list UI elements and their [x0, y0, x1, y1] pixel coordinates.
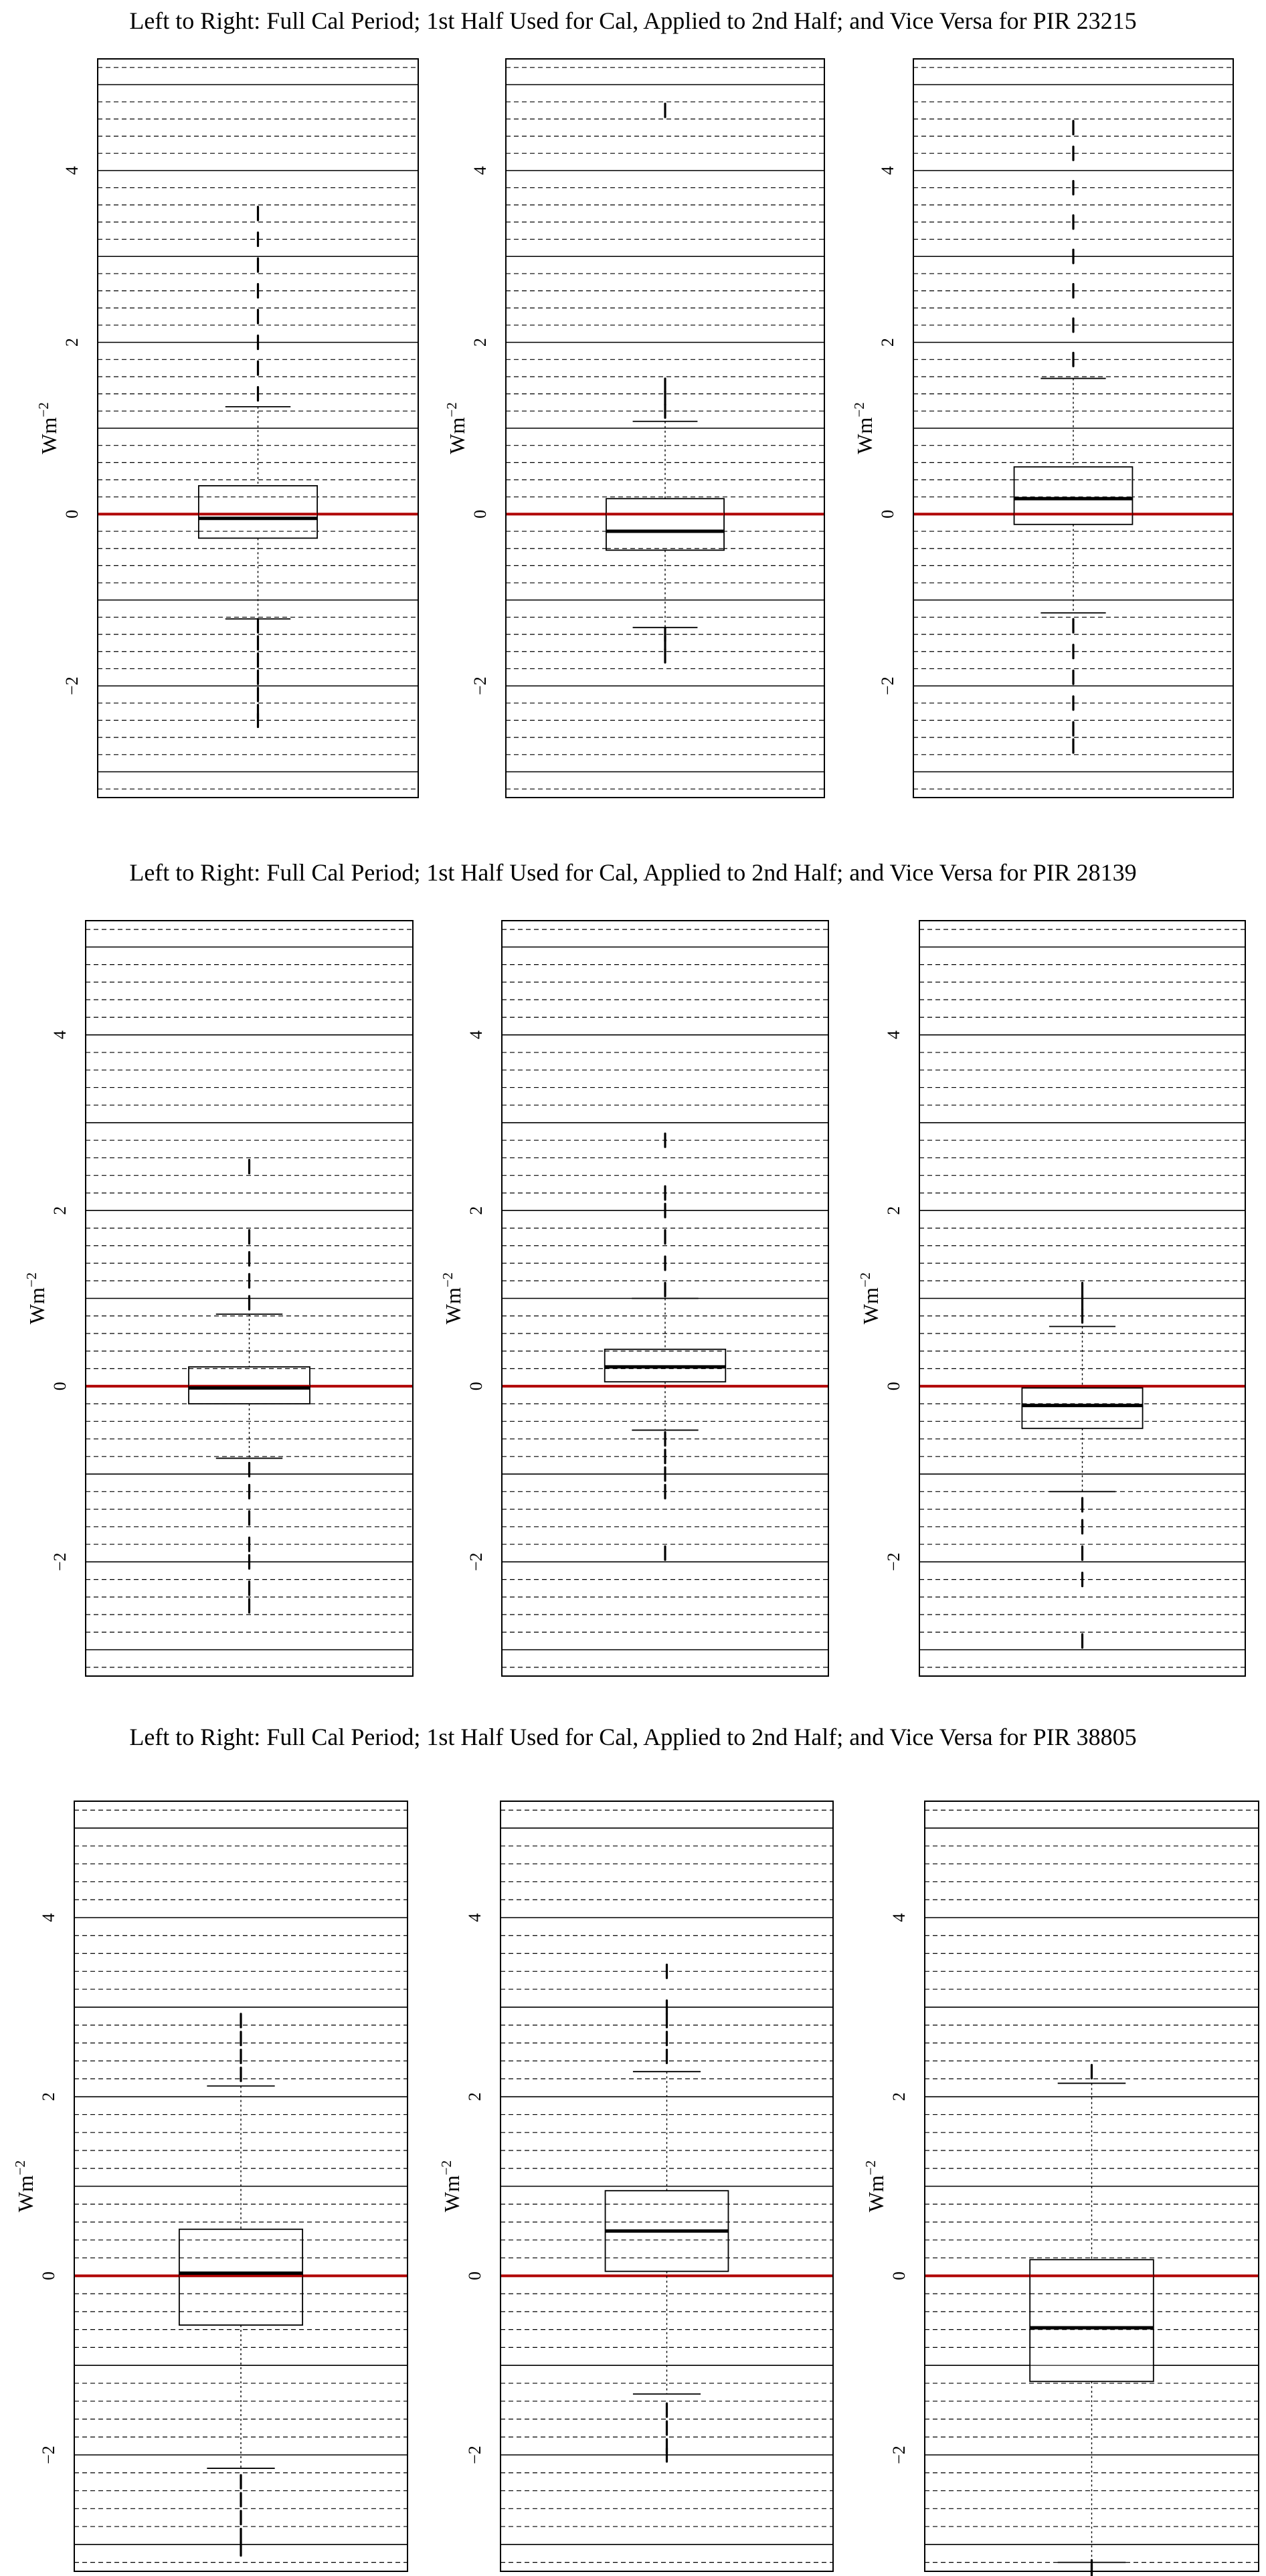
y-axis-label: $Wm^{-2}$: [851, 402, 877, 454]
y-tick-label: 0: [889, 2271, 909, 2280]
y-tick-label: 2: [466, 1206, 486, 1215]
panel-2-3: [857, 921, 1245, 1676]
y-tick-label: 0: [466, 1382, 486, 1391]
y-tick-label: −2: [62, 676, 82, 695]
y-tick-label: 2: [465, 2092, 484, 2102]
y-tick-label: 4: [470, 166, 490, 175]
y-tick-label: −2: [889, 2446, 909, 2464]
y-tick-label: 4: [50, 1030, 70, 1040]
panel-1-2: [444, 59, 824, 798]
y-tick-label: 2: [884, 1206, 903, 1215]
y-tick-label: 2: [50, 1206, 70, 1215]
y-tick-label: 2: [39, 2092, 58, 2102]
y-tick-label: −2: [878, 676, 897, 695]
panel-3-3: [863, 1801, 1259, 2576]
panel-3-1: [12, 1801, 408, 2571]
panel-2-1: [23, 921, 413, 1676]
y-tick-label: 4: [889, 1913, 909, 1922]
iqr-box: [606, 498, 724, 550]
y-tick-label: 0: [470, 509, 490, 519]
y-tick-label: 4: [465, 1913, 484, 1922]
y-tick-label: −2: [39, 2446, 58, 2464]
y-tick-label: 0: [39, 2271, 58, 2280]
y-axis-label: $Wm^{-2}$: [863, 2160, 888, 2213]
y-tick-label: −2: [50, 1552, 70, 1572]
y-tick-label: 2: [889, 2092, 909, 2102]
y-tick-label: −2: [466, 1552, 486, 1572]
y-tick-label: 0: [62, 509, 82, 519]
y-tick-label: −2: [470, 676, 490, 695]
y-axis-label: $Wm^{-2}$: [444, 402, 469, 454]
panel-1-3: [851, 59, 1233, 798]
y-tick-label: −2: [884, 1552, 903, 1572]
panel-3-2: [438, 1801, 833, 2571]
y-axis-label: $Wm^{-2}$: [12, 2160, 37, 2213]
panel-2-2: [440, 921, 828, 1676]
row-3-title: Left to Right: Full Cal Period; 1st Half Used for Cal, Applied to 2nd Half; and Vice Versa for PIR 38805: [129, 1724, 1137, 1750]
y-tick-label: 0: [465, 2271, 484, 2280]
row-2-title: Left to Right: Full Cal Period; 1st Half Used for Cal, Applied to 2nd Half; and Vice Versa for PIR 28139: [129, 859, 1137, 886]
y-tick-label: 2: [470, 338, 490, 347]
iqr-box: [1022, 1388, 1142, 1428]
y-tick-label: 2: [62, 338, 82, 347]
y-axis-label: $Wm^{-2}$: [438, 2160, 464, 2213]
y-tick-label: 2: [878, 338, 897, 347]
y-tick-label: 0: [884, 1382, 903, 1391]
y-tick-label: 4: [62, 166, 82, 175]
panel-1-1: [35, 59, 418, 798]
row-1-title: Left to Right: Full Cal Period; 1st Half Used for Cal, Applied to 2nd Half; and Vice Versa for PIR 23215: [129, 7, 1137, 34]
y-tick-label: 4: [884, 1030, 903, 1040]
y-axis-label: $Wm^{-2}$: [440, 1272, 465, 1325]
y-tick-label: 4: [878, 166, 897, 175]
y-tick-label: 0: [50, 1382, 70, 1391]
y-tick-label: 4: [39, 1913, 58, 1922]
iqr-box: [1030, 2260, 1154, 2381]
y-tick-label: 4: [466, 1030, 486, 1040]
iqr-box: [1014, 467, 1133, 525]
iqr-box: [199, 486, 317, 538]
y-axis-label: $Wm^{-2}$: [857, 1272, 883, 1325]
y-tick-label: −2: [465, 2446, 484, 2464]
iqr-box: [179, 2229, 302, 2325]
y-tick-label: 0: [878, 509, 897, 519]
y-axis-label: $Wm^{-2}$: [35, 402, 61, 454]
y-axis-label: $Wm^{-2}$: [23, 1272, 49, 1325]
